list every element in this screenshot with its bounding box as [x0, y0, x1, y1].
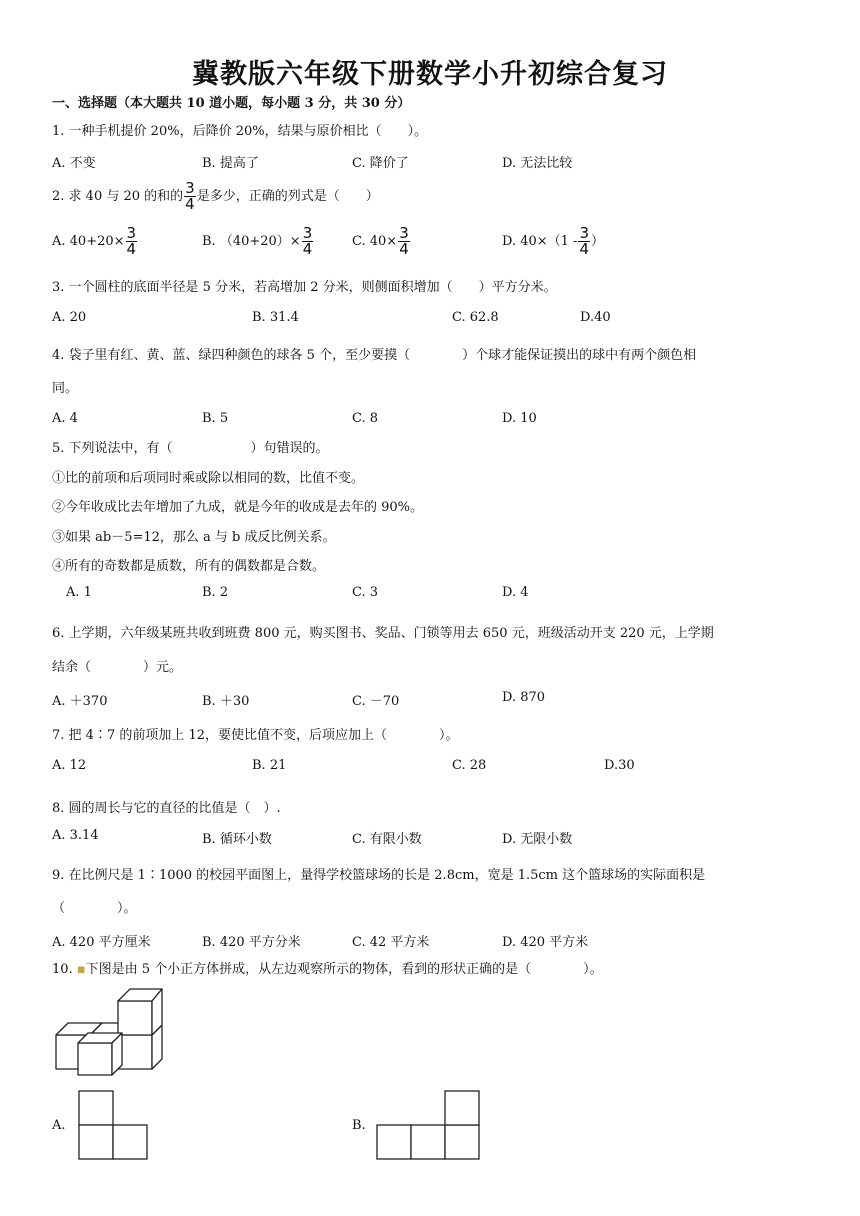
- question-8-stem: 8. 圆的周长与它的直径的比值是（ ）.: [52, 801, 281, 816]
- question-5-stem: 5. 下列说法中，有（ ）句错误的。: [52, 441, 329, 456]
- option-c[interactable]: C. 8: [352, 411, 379, 426]
- question-1-options: [52, 152, 812, 170]
- option-c[interactable]: C. 28: [452, 758, 487, 773]
- question-9-stem: 9. 在比例尺是 1∶1000 的校园平面图上，量得学校篮球场的长是 2.8cm，宽是 1.5cm 这个篮球场的实际面积是: [52, 868, 706, 883]
- fraction: $\frac{3}{4}$: [126, 224, 137, 258]
- question-2-options: [52, 226, 812, 262]
- fraction: $\frac{3}{4}$: [399, 224, 409, 258]
- option-b[interactable]: B. 31.4: [252, 310, 299, 325]
- question-2-stem-post: 是多少，正确的列式是（ ）: [196, 189, 379, 204]
- fraction: $\frac{3}{4}$: [185, 179, 195, 213]
- marker-dot: ▪: [76, 962, 86, 977]
- question-3-options: [52, 310, 812, 328]
- option-d[interactable]: D. 无法比较: [502, 156, 573, 171]
- option-a[interactable]: A. 不变: [52, 156, 96, 171]
- option-d[interactable]: D. 870: [502, 690, 546, 705]
- option-b[interactable]: B. 循环小数: [202, 832, 272, 847]
- question-8-options: [52, 828, 812, 846]
- option-d[interactable]: D. 420 平方米: [502, 935, 589, 950]
- option-d[interactable]: D. 10: [502, 411, 537, 426]
- option-a-shape[interactable]: [78, 1090, 150, 1162]
- option-a[interactable]: A. 420 平方厘米: [52, 935, 151, 950]
- option-b[interactable]: B. （40+20）× $\frac{3}{4}$: [202, 224, 313, 258]
- question-2-stem-pre: 2. 求 40 与 20 的和的: [52, 189, 184, 204]
- option-b[interactable]: B. 2: [202, 585, 229, 600]
- option-a[interactable]: A. 12: [52, 758, 87, 773]
- option-c[interactable]: C. 有限小数: [352, 832, 422, 847]
- option-b[interactable]: B. 5: [202, 411, 229, 426]
- statement-1: ①比的前项和后项同时乘或除以相同的数，比值不变。: [52, 471, 365, 486]
- question-3-stem: 3. 一个圆柱的底面半径是 5 分米，若高增加 2 分米，则侧面积增加（ ）平方分米。: [52, 280, 557, 295]
- option-d[interactable]: D.30: [604, 758, 635, 773]
- fraction: $\frac{3}{4}$: [302, 224, 313, 258]
- option-b[interactable]: B. 提高了: [202, 156, 259, 171]
- option-a[interactable]: A. 1: [66, 585, 92, 600]
- question-4-stem-continued: 同。: [52, 381, 79, 396]
- option-d[interactable]: D.40: [580, 310, 611, 325]
- page-title: 冀教版六年级下册数学小升初综合复习: [192, 59, 668, 90]
- question-7-options: [52, 758, 812, 776]
- question-7-stem: 7. 把 4∶7 的前项加上 12，要使比值不变，后项应加上（ ）。: [52, 728, 459, 743]
- option-c[interactable]: C. 3: [352, 585, 379, 600]
- option-d[interactable]: D. 4: [502, 585, 529, 600]
- question-9-stem-continued: （ ）。: [52, 901, 137, 916]
- option-a[interactable]: A. 40+20× $\frac{3}{4}$: [52, 224, 137, 258]
- option-b-label[interactable]: B.: [352, 1118, 366, 1133]
- option-c[interactable]: C. 降价了: [352, 156, 409, 171]
- fraction: $\frac{3}{4}$: [579, 224, 590, 258]
- question-6-stem-continued: 结余（ ）元。: [52, 660, 183, 675]
- option-b[interactable]: B. ＋30: [202, 694, 250, 709]
- question-6-options: [52, 690, 812, 708]
- option-a[interactable]: A. 20: [52, 310, 87, 325]
- option-b[interactable]: B. 21: [252, 758, 287, 773]
- question-2-stem: [52, 181, 379, 212]
- question-6-stem: 6. 上学期，六年级某班共收到班费 800 元，购买图书、奖品、门锁等用去 650 元，班级活动开支 220 元，上学期: [52, 626, 714, 641]
- option-c[interactable]: C. 62.8: [452, 310, 499, 325]
- section-heading: 一、选择题（本大题共 10 道小题，每小题 3 分，共 30 分）: [52, 96, 411, 111]
- statement-3: ③如果 ab－5=12，那么 a 与 b 成反比例关系。: [52, 530, 336, 545]
- option-b-shape[interactable]: [376, 1090, 482, 1162]
- question-9-options: [52, 931, 812, 949]
- question-5-options: [52, 585, 812, 603]
- option-a-label[interactable]: A.: [52, 1118, 66, 1133]
- option-c[interactable]: C. 42 平方米: [352, 935, 430, 950]
- question-1-stem: 1. 一种手机提价 20%，后降价 20%，结果与原价相比（ ）。: [52, 124, 428, 139]
- question-10-stem: 10. ▪下图是由 5 个小正方体拼成，从左边观察所示的物体，看到的形状正确的是（ ）。: [52, 962, 603, 977]
- option-d[interactable]: D. 40×（1 - $\frac{3}{4}$ ）: [502, 224, 605, 258]
- statement-4: ④所有的奇数都是质数，所有的偶数都是合数。: [52, 559, 326, 574]
- option-d[interactable]: D. 无限小数: [502, 832, 573, 847]
- option-a[interactable]: A. ＋370: [52, 694, 108, 709]
- statement-2: ②今年收成比去年增加了九成，就是今年的收成是去年的 90%。: [52, 500, 424, 515]
- option-a[interactable]: A. 3.14: [52, 828, 99, 843]
- option-b[interactable]: B. 420 平方分米: [202, 935, 301, 950]
- question-4-stem: 4. 袋子里有红、黄、蓝、绿四种颜色的球各 5 个，至少要摸（ ）个球才能保证摸出的球中有两个颜色相: [52, 348, 697, 363]
- option-c[interactable]: C. 40× $\frac{3}{4}$: [352, 224, 409, 258]
- question-4-options: [52, 411, 812, 429]
- option-c[interactable]: C. －70: [352, 694, 400, 709]
- cube-stack-figure: [50, 985, 170, 1077]
- option-a[interactable]: A. 4: [52, 411, 78, 426]
